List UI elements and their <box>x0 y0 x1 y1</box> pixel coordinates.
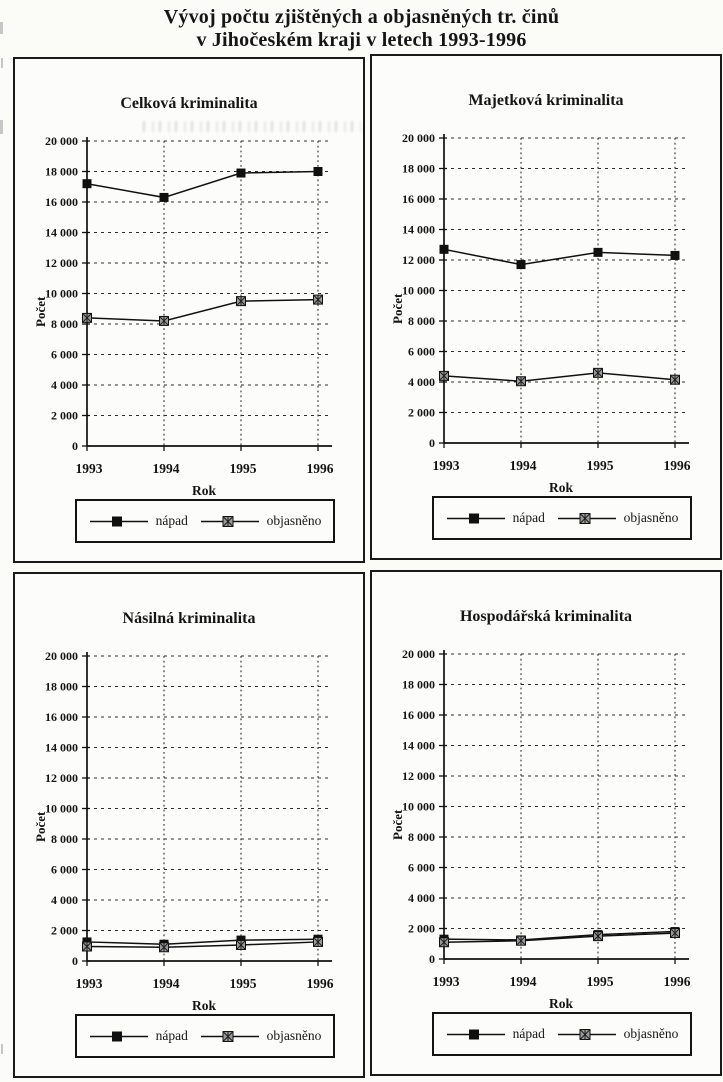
svg-text:1996: 1996 <box>663 458 691 473</box>
svg-text:12 000: 12 000 <box>402 253 435 267</box>
svg-text:1995: 1995 <box>586 974 614 989</box>
svg-text:18 000: 18 000 <box>45 164 78 179</box>
svg-text:12 000: 12 000 <box>45 771 78 785</box>
y-axis-label: Počet <box>390 293 405 324</box>
chart-title: Hospodářská kriminalita <box>459 608 633 625</box>
svg-text:1995: 1995 <box>586 458 614 473</box>
legend-entry-objasneno <box>557 510 679 526</box>
page-title-line1: Vývoj počtu zjištěných a objasněných tr. činů <box>163 6 560 28</box>
svg-text:4 000: 4 000 <box>408 891 435 905</box>
chart-title: Násilná kriminalita <box>122 610 256 627</box>
svg-text:1994: 1994 <box>152 976 180 991</box>
svg-text:1995: 1995 <box>229 461 257 476</box>
svg-text:6 000: 6 000 <box>51 347 78 362</box>
legend-label-napad: nápad <box>155 513 188 528</box>
svg-text:2 000: 2 000 <box>408 921 435 936</box>
svg-text:1993: 1993 <box>432 974 460 989</box>
svg-text:20 000: 20 000 <box>402 131 435 145</box>
svg-text:0: 0 <box>429 952 435 966</box>
svg-text:6 000: 6 000 <box>408 860 435 875</box>
chart-title: Majetková kriminalita <box>468 92 624 109</box>
legend-label-napad: nápad <box>512 1026 545 1041</box>
scan-artifact <box>0 120 3 134</box>
svg-text:20 000: 20 000 <box>45 649 78 663</box>
legend-label-objasneno: objasněno <box>623 1026 679 1041</box>
svg-text:16 000: 16 000 <box>45 710 78 724</box>
legend <box>432 1012 692 1056</box>
svg-text:8 000: 8 000 <box>51 317 78 331</box>
scan-artifact <box>1 58 3 68</box>
svg-text:1995: 1995 <box>229 976 257 991</box>
legend-entry-napad <box>446 510 545 526</box>
legend-label-objasneno: objasněno <box>623 510 679 525</box>
svg-text:14 000: 14 000 <box>45 740 78 755</box>
y-axis-label: Počet <box>33 296 48 327</box>
napad-marker-icon <box>446 1028 506 1041</box>
svg-text:1993: 1993 <box>432 458 460 473</box>
scan-artifact <box>0 22 3 34</box>
legend-label-napad: nápad <box>155 1028 188 1043</box>
svg-text:12 000: 12 000 <box>45 256 78 270</box>
chart-title: Celková kriminalita <box>120 95 258 112</box>
legend-entry-objasneno <box>557 1026 679 1042</box>
plot-area <box>372 634 720 992</box>
svg-text:1996: 1996 <box>306 461 334 476</box>
legend-entry-napad <box>89 513 188 529</box>
page-title <box>0 6 723 52</box>
chart-panel-majetkova <box>370 54 722 560</box>
svg-text:2 000: 2 000 <box>51 923 78 938</box>
legend-entry-napad <box>89 1028 188 1044</box>
svg-text:1994: 1994 <box>509 974 537 989</box>
legend <box>75 499 335 543</box>
legend-label-napad: nápad <box>512 510 545 525</box>
svg-text:2 000: 2 000 <box>408 405 435 420</box>
napad-marker-icon <box>89 515 149 528</box>
svg-text:10 000: 10 000 <box>402 283 435 298</box>
svg-text:1993: 1993 <box>75 461 103 476</box>
y-axis-label: Počet <box>390 809 405 840</box>
svg-text:8 000: 8 000 <box>408 314 435 328</box>
svg-text:4 000: 4 000 <box>408 375 435 389</box>
objasneno-marker-icon <box>200 515 260 528</box>
svg-text:0: 0 <box>72 954 78 968</box>
x-axis-label: Rok <box>191 998 216 1013</box>
svg-text:14 000: 14 000 <box>402 222 435 237</box>
y-axis-label: Počet <box>33 811 48 842</box>
svg-text:1994: 1994 <box>152 461 180 476</box>
svg-text:1996: 1996 <box>663 974 691 989</box>
x-axis-label: Rok <box>548 480 573 495</box>
x-axis-label: Rok <box>191 483 216 498</box>
svg-text:20 000: 20 000 <box>402 647 435 661</box>
legend <box>75 1014 335 1058</box>
svg-text:10 000: 10 000 <box>402 799 435 814</box>
svg-text:16 000: 16 000 <box>402 708 435 722</box>
svg-text:16 000: 16 000 <box>45 195 78 209</box>
plot-area <box>372 118 720 476</box>
scan-artifact <box>1 1044 3 1054</box>
svg-text:8 000: 8 000 <box>408 830 435 844</box>
svg-text:0: 0 <box>72 439 78 453</box>
legend-entry-objasneno <box>200 513 322 529</box>
chart-panel-nasilna <box>13 572 365 1078</box>
svg-text:16 000: 16 000 <box>402 192 435 206</box>
svg-text:0: 0 <box>429 436 435 450</box>
x-axis-label: Rok <box>548 996 573 1011</box>
objasneno-marker-icon <box>557 1028 617 1041</box>
chart-panel-celkova <box>13 57 365 563</box>
svg-text:1996: 1996 <box>306 976 334 991</box>
svg-text:10 000: 10 000 <box>45 286 78 301</box>
objasneno-marker-icon <box>557 512 617 525</box>
chart-panel-hospodarska <box>370 570 722 1076</box>
svg-text:18 000: 18 000 <box>402 677 435 692</box>
legend-entry-napad <box>446 1026 545 1042</box>
svg-text:14 000: 14 000 <box>402 738 435 753</box>
svg-text:4 000: 4 000 <box>51 893 78 907</box>
page-title-line2: v Jihočeském kraji v letech 1993-1996 <box>196 29 527 51</box>
svg-text:20 000: 20 000 <box>45 134 78 148</box>
legend-entry-objasneno <box>200 1028 322 1044</box>
legend <box>432 496 692 540</box>
svg-text:6 000: 6 000 <box>51 862 78 877</box>
svg-text:14 000: 14 000 <box>45 225 78 240</box>
svg-text:18 000: 18 000 <box>45 679 78 694</box>
svg-text:1993: 1993 <box>75 976 103 991</box>
svg-text:18 000: 18 000 <box>402 161 435 176</box>
legend-label-objasneno: objasněno <box>266 1028 322 1043</box>
svg-text:4 000: 4 000 <box>51 378 78 392</box>
napad-marker-icon <box>89 1030 149 1043</box>
svg-text:2 000: 2 000 <box>51 408 78 423</box>
svg-text:8 000: 8 000 <box>51 832 78 846</box>
svg-text:6 000: 6 000 <box>408 344 435 359</box>
svg-text:12 000: 12 000 <box>402 769 435 783</box>
plot-area <box>15 636 363 994</box>
svg-text:10 000: 10 000 <box>45 801 78 816</box>
napad-marker-icon <box>446 512 506 525</box>
legend-label-objasneno: objasněno <box>266 513 322 528</box>
objasneno-marker-icon <box>200 1030 260 1043</box>
svg-text:1994: 1994 <box>509 458 537 473</box>
plot-area <box>15 121 363 479</box>
